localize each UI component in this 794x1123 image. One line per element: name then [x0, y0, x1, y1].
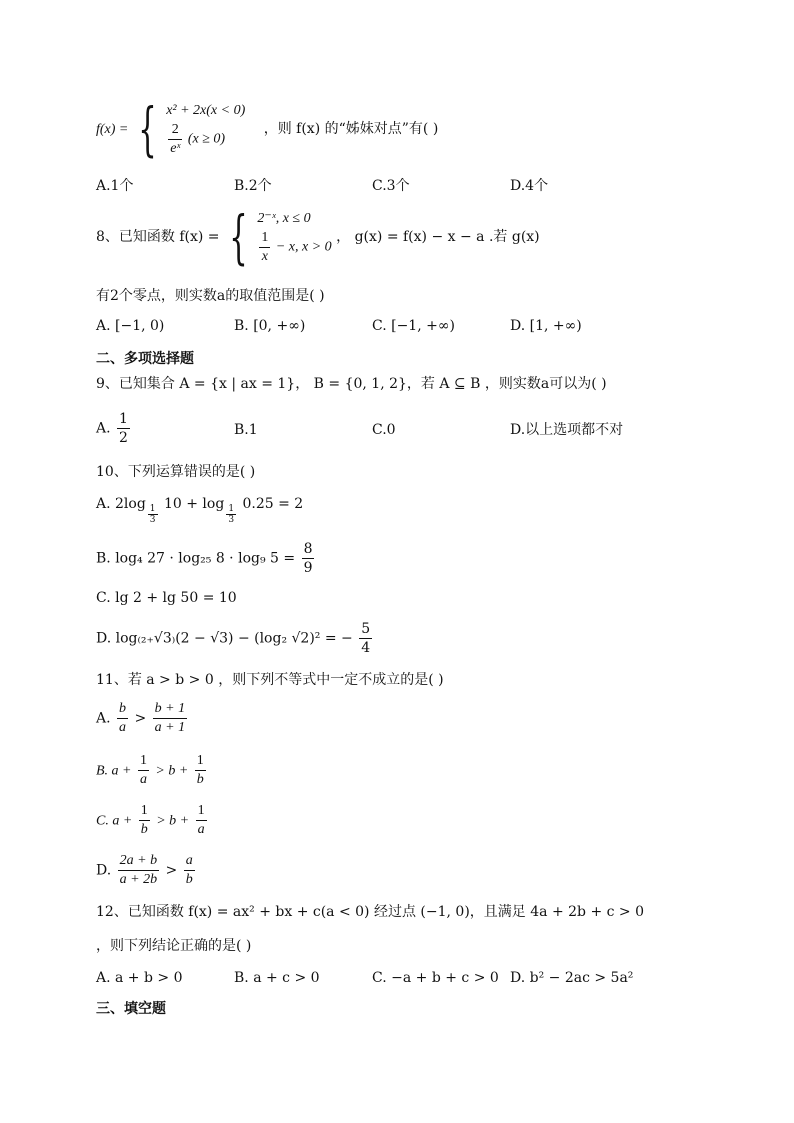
q10-option-a-base-2 [226, 504, 236, 525]
q10-option-a-base-2-num: 1 [228, 504, 235, 514]
q11-option-d-frac-1-den: a + 2b [119, 872, 158, 887]
q8-piece-2-rest: − x, x > 0 [275, 239, 332, 255]
q10-option-d[interactable] [96, 620, 374, 657]
q10-option-b[interactable] [96, 540, 316, 577]
q9-option-c[interactable]: C.0 [372, 422, 396, 438]
q8-stem [96, 203, 540, 271]
q11-option-c-frac-1-num: 1 [139, 802, 150, 821]
section-2-title: 二、多项选择题 [96, 351, 194, 367]
q7-prefix: f(x) = [96, 122, 129, 137]
q11-option-b-label: B. a + [96, 763, 132, 779]
q10-option-c[interactable]: C. lg 2 + lg 50 = 10 [96, 590, 237, 606]
q7-option-d[interactable]: D.4个 [510, 178, 549, 194]
q9-option-a[interactable] [96, 410, 132, 447]
q10-option-b-den: 9 [303, 560, 313, 576]
q11-option-b[interactable] [96, 752, 208, 789]
q11-option-b-frac-2-den: b [196, 772, 204, 787]
q11-option-a[interactable] [96, 700, 189, 737]
q11-option-a-frac-2-den: a + 1 [154, 720, 186, 735]
q11-option-d-op: > [165, 862, 178, 879]
q7-option-c[interactable]: C.3个 [372, 178, 410, 194]
q11-option-d-frac-1 [118, 852, 159, 889]
q11-option-a-frac-2 [153, 700, 187, 737]
q7-piece-2 [166, 121, 245, 158]
q9-option-a-den: 2 [119, 430, 128, 446]
q10-stem: 10、下列运算错误的是( ) [96, 464, 256, 480]
q11-option-b-frac-2 [195, 752, 206, 789]
q7-option-a[interactable]: A.1个 [96, 178, 134, 194]
q8-option-a[interactable]: A. [−1, 0) [96, 318, 165, 334]
q10-option-b-text: B. log₄ 27 · log₂₅ 8 · log₉ 5 = [96, 550, 296, 567]
q7-brace: { [138, 95, 157, 163]
q11-option-c-frac-2 [196, 802, 207, 839]
q11-option-b-frac-2-num: 1 [195, 752, 206, 771]
q9-option-d[interactable]: D.以上选项都不对 [510, 422, 624, 438]
q10-option-d-text: D. log₍₂₊√3₎(2 − √3) − (log₂ √2)² = − [96, 630, 353, 647]
q10-option-a[interactable] [96, 494, 303, 525]
q11-option-c-frac-2-den: a [197, 822, 205, 837]
q10-option-a-base-1-den: 3 [149, 515, 156, 525]
q10-option-a-base-1 [148, 504, 158, 525]
q8-piece-2-fraction [259, 229, 270, 266]
q8-piece-2 [257, 229, 331, 266]
q7-piece-1: x² + 2x(x < 0) [166, 102, 246, 118]
q9-option-b[interactable]: B.1 [234, 422, 258, 438]
q8-option-b[interactable]: B. [0, +∞) [234, 318, 306, 334]
q12-option-a[interactable]: A. a + b > 0 [96, 970, 183, 986]
q10-option-a-mid: 10 + log [163, 496, 225, 512]
q11-option-c-label: C. a + [96, 813, 133, 829]
q11-option-c-frac-2-num: 1 [196, 802, 207, 821]
q7-piece-2-fraction [168, 121, 182, 158]
q8-stem-start: 8、已知函数 f(x) = [96, 229, 220, 245]
q7-piece-2-num: 2 [168, 121, 182, 140]
q9-option-a-fraction [117, 410, 130, 447]
q9-option-a-num: 1 [119, 411, 128, 427]
q11-option-d-frac-2-num: a [184, 852, 195, 871]
q11-option-b-mid: > b + [155, 763, 189, 779]
q7-option-b[interactable]: B.2个 [234, 178, 272, 194]
q12-stem: 12、已知函数 f(x) = ax² + bx + c(a < 0) 经过点 (−1, 0)，且满足 4a + 2b + c > 0 [96, 904, 645, 920]
q11-option-c[interactable] [96, 802, 209, 839]
q12-option-c[interactable]: C. −a + b + c > 0 [372, 970, 499, 986]
q8-piece-2-den: x [261, 248, 268, 264]
q11-option-d-frac-1-num: 2a + b [118, 852, 159, 871]
q11-option-c-frac-1 [139, 802, 150, 839]
q11-stem: 11、若 a > b > 0 ，则下列不等式中一定不成立的是( ) [96, 672, 444, 688]
q10-option-d-den: 4 [361, 640, 371, 656]
q8-brace: { [229, 203, 248, 271]
q10-option-d-num: 5 [361, 621, 371, 637]
q12-stem-line2: ，则下列结论正确的是( ) [96, 938, 252, 954]
q11-option-d[interactable] [96, 852, 197, 889]
q7-piece-2-den: eˣ [170, 140, 181, 156]
q11-option-c-mid: > b + [156, 813, 190, 829]
q11-option-a-frac-2-num: b + 1 [153, 700, 187, 719]
q11-option-b-frac-1 [138, 752, 149, 789]
q11-option-a-label: A. [96, 710, 111, 727]
q8-piece-1: 2⁻ˣ, x ≤ 0 [257, 210, 311, 226]
q10-option-d-fraction [359, 620, 372, 657]
q10-option-a-base-1-num: 1 [149, 504, 156, 514]
q10-option-a-prefix: A. 2log [96, 496, 146, 512]
q8-stem-line2: 有2个零点，则实数a的取值范围是( ) [96, 288, 325, 304]
q8-piece-2-num: 1 [259, 229, 270, 248]
q7-cases [166, 101, 245, 158]
q11-option-b-frac-1-num: 1 [138, 752, 149, 771]
q11-option-a-op: > [134, 710, 147, 727]
q11-option-a-frac-1 [117, 700, 128, 737]
q8-stem-end: ， g(x) = f(x) − x − a .若 g(x) [336, 229, 540, 245]
q7-suffix: ，则 f(x) 的“姊妹对点”有( ) [263, 121, 439, 137]
q10-option-b-num: 8 [303, 541, 313, 557]
q8-option-c[interactable]: C. [−1, +∞) [372, 318, 455, 334]
q11-option-d-frac-2-den: b [185, 872, 193, 887]
q10-option-a-base-2-den: 3 [228, 515, 235, 525]
q11-option-a-frac-1-den: a [119, 720, 127, 735]
q10-option-a-end: 0.25 = 2 [242, 496, 304, 512]
q9-stem: 9、已知集合 A = {x | ax = 1}， B = {0, 1, 2}，若 A ⊆ B ，则实数a可以为( ) [96, 376, 607, 392]
q8-cases [257, 209, 331, 266]
q7-piece-2-cond: (x ≥ 0) [187, 131, 226, 147]
q9-option-a-label: A. [96, 420, 111, 437]
q12-option-d[interactable]: D. b² − 2ac > 5a² [510, 970, 634, 986]
q11-option-b-frac-1-den: a [139, 772, 147, 787]
q7-function-line [96, 95, 439, 163]
q11-option-a-frac-1-num: b [117, 700, 128, 719]
q11-option-d-label: D. [96, 862, 112, 879]
q10-option-b-fraction [302, 540, 315, 577]
q11-option-c-frac-1-den: b [140, 822, 148, 837]
q8-option-d[interactable]: D. [1, +∞) [510, 318, 582, 334]
q12-option-b[interactable]: B. a + c > 0 [234, 970, 320, 986]
section-3-title: 三、填空题 [96, 1001, 166, 1017]
q11-option-d-frac-2 [184, 852, 195, 889]
